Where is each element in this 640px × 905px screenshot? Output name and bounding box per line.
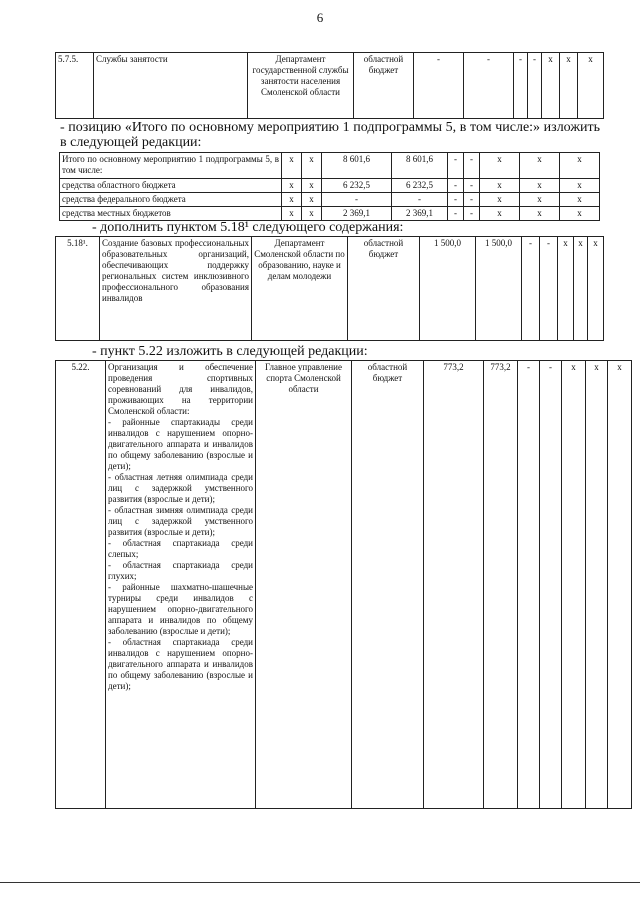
cell-executor: Департамент Смоленской области по образованию, науке и делам молодежи	[252, 237, 348, 341]
cell-value: х	[588, 237, 604, 341]
cell-executor: Главное управление спорта Смоленской области	[256, 361, 352, 809]
cell-value: х	[302, 193, 322, 207]
list-item: - областная спартакиада среди инвалидов с нарушением опорно-двигательного аппарата и инвалидов по общему заболеванию (взрослые и дети);	[108, 637, 253, 691]
cell-value: х	[480, 207, 520, 221]
cell-name: Итого по основному мероприятию 1 подпрограммы 5, в том числе:	[60, 153, 282, 179]
cell-value: -	[464, 179, 480, 193]
paragraph-total-position: - позицию «Итого по основному мероприятию 1 подпрограммы 5, в том числе:» изложить в следующей редакции:	[60, 120, 600, 150]
cell-value: х	[302, 207, 322, 221]
cell-value: х	[542, 53, 560, 119]
list-item: - областная спартакиада среди глухих;	[108, 560, 253, 581]
table-row-5-18-1	[55, 236, 604, 341]
list-item: - областная зимняя олимпиада среди лиц с задержкой умственного развития (взрослые и дети);	[108, 505, 253, 537]
cell-value: -	[540, 361, 562, 809]
cell-amount: 6 232,5	[322, 179, 392, 193]
cell-value: -	[522, 237, 540, 341]
cell-value: х	[560, 53, 578, 119]
cell-amount: 773,2	[424, 361, 484, 809]
paragraph-item-5-22: - пункт 5.22 изложить в следующей редакции:	[92, 344, 368, 359]
cell-value: х	[302, 179, 322, 193]
cell-value: х	[560, 179, 600, 193]
cell-amount: 8 601,6	[392, 153, 448, 179]
cell-number: 5.18¹.	[56, 237, 100, 341]
cell-value: -	[414, 53, 464, 119]
cell-name: Создание базовых профессиональных образовательных организаций, обеспечивающих поддержку региональных систем инклюзивного профессионального образования инвалидов	[100, 237, 252, 341]
cell-value: -	[448, 207, 464, 221]
cell-value: -	[528, 53, 542, 119]
cell-amount: 2 369,1	[392, 207, 448, 221]
footer-divider	[0, 882, 640, 883]
cell-value: -	[448, 193, 464, 207]
list-item: - областная летняя олимпиада среди лиц с задержкой умственного развития (взрослые и дети);	[108, 472, 253, 504]
cell-value: -	[448, 153, 464, 179]
table-row-5-7-5	[55, 52, 604, 119]
list-item: - областная спартакиада среди слепых;	[108, 538, 253, 559]
paragraph-add-item: - дополнить пунктом 5.18¹ следующего содержания:	[92, 220, 404, 235]
cell-amount: 6 232,5	[392, 179, 448, 193]
cell-amount: 773,2	[484, 361, 518, 809]
cell-value: х	[302, 153, 322, 179]
cell-amount: 8 601,6	[322, 153, 392, 179]
cell-value: -	[514, 53, 528, 119]
cell-source: областной бюджет	[348, 237, 420, 341]
cell-value: -	[540, 237, 558, 341]
cell-value: -	[464, 53, 514, 119]
cell-number: 5.22.	[56, 361, 106, 809]
cell-name: Службы занятости	[94, 53, 248, 119]
cell-source: областной бюджет	[352, 361, 424, 809]
cell-value: х	[480, 153, 520, 179]
cell-value: -	[464, 207, 480, 221]
cell-name: средства местных бюджетов	[60, 207, 282, 221]
table-row-5-22	[55, 360, 632, 809]
cell-value: -	[518, 361, 540, 809]
cell-value: х	[520, 153, 560, 179]
cell-value: х	[480, 193, 520, 207]
list-item: - районные спартакиады среди инвалидов с нарушением опорно-двигательного аппарата и инвалидов по общему заболеванию (взрослые и дети);	[108, 417, 253, 471]
cell-source: областной бюджет	[354, 53, 414, 119]
cell-value: х	[586, 361, 608, 809]
cell-amount: 2 369,1	[322, 207, 392, 221]
cell-value: х	[574, 237, 588, 341]
cell-value: х	[562, 361, 586, 809]
cell-amount: 1 500,0	[420, 237, 476, 341]
cell-value: х	[608, 361, 632, 809]
cell-value: -	[464, 153, 480, 179]
cell-name	[106, 361, 256, 809]
cell-value: х	[282, 179, 302, 193]
cell-value: х	[560, 207, 600, 221]
cell-value: х	[560, 193, 600, 207]
cell-value: х	[520, 193, 560, 207]
cell-value: х	[558, 237, 574, 341]
cell-name: средства федерального бюджета	[60, 193, 282, 207]
cell-executor: Департамент государственной службы занятости населения Смоленской области	[248, 53, 354, 119]
cell-number: 5.7.5.	[56, 53, 94, 119]
cell-amount: -	[392, 193, 448, 207]
cell-value: х	[282, 193, 302, 207]
cell-value: х	[560, 153, 600, 179]
cell-value: х	[282, 153, 302, 179]
list-item: - районные шахматно-шашечные турниры среди инвалидов с нарушением опорно-двигательного аппарата и инвалидов по общему заболеванию (взрослые и дети);	[108, 582, 253, 636]
cell-amount: 1 500,0	[476, 237, 522, 341]
page-number: 6	[316, 10, 324, 25]
cell-value: х	[520, 207, 560, 221]
cell-value: х	[282, 207, 302, 221]
cell-value: -	[464, 193, 480, 207]
cell-name: средства областного бюджета	[60, 179, 282, 193]
cell-value: х	[520, 179, 560, 193]
cell-value: -	[448, 179, 464, 193]
table-totals	[59, 152, 600, 221]
cell-value: х	[578, 53, 604, 119]
list-item: Организация и обеспечение проведения спортивных соревнований для инвалидов, проживающих на территории Смоленской области:	[108, 362, 253, 416]
cell-value: х	[480, 179, 520, 193]
cell-amount: -	[322, 193, 392, 207]
